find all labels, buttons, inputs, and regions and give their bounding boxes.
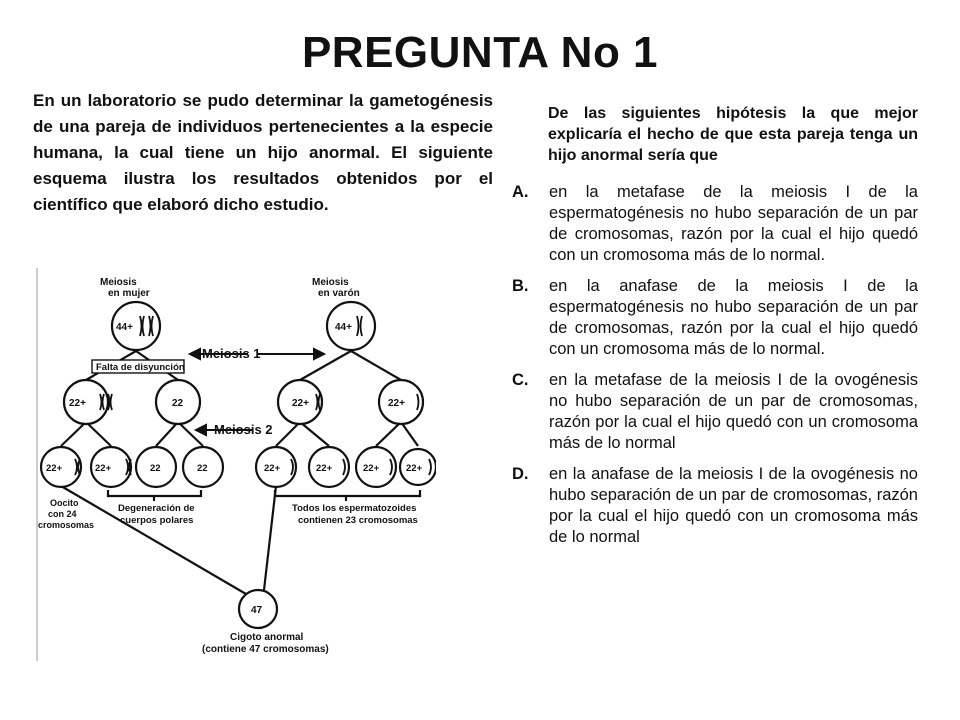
option-text: en la metafase de la meiosis I de la espermatogénesis no hubo separación de un par de cromosomas, razón por la cual el hijo quedó con un cromosoma más de lo normal.	[549, 183, 918, 264]
intro-paragraph: En un laboratorio se pudo determinar la gametogénesis de una pareja de individuos pertenecientes a la especie humana, la cual tiene un hijo anormal. El siguiente esquema ilustra los resultados obtenidos por el científico que elaboró dicho estudio.	[33, 91, 493, 214]
meiosis-diagram	[36, 268, 436, 661]
option-c[interactable]	[512, 370, 918, 454]
cell-label-22p-d: 22+	[46, 463, 63, 474]
cell-label-22p-g: 22+	[316, 463, 333, 474]
cell-label-22-c: 22	[197, 463, 208, 474]
label-meiosis-mujer-line1: Meiosis	[100, 277, 137, 288]
question-stem: De las siguientes hipótesis la que mejor explicaría el hecho de que esta pareja tenga un hijo anormal sería que	[548, 105, 918, 164]
label-degeneracion-line1: Degeneración de	[118, 503, 195, 514]
label-degeneracion-line2: cuerpos polares	[120, 515, 194, 526]
label-meiosis-1: Meiosis 1	[202, 346, 261, 361]
page-title: PREGUNTA No 1	[301, 28, 659, 77]
cell-label-22p-h: 22+	[363, 463, 380, 474]
label-meiosis-varon-line1: Meiosis	[312, 277, 349, 288]
option-a[interactable]	[512, 182, 918, 266]
cell-label-22-b: 22	[150, 463, 161, 474]
answer-options	[512, 182, 918, 558]
cell-label-22p-a: 22+	[69, 398, 86, 409]
option-letter: C.	[512, 371, 529, 389]
zygote-label-47: 47	[251, 605, 263, 616]
label-meiosis-mujer-line2: en mujer	[108, 288, 150, 299]
cell-label-22p-b: 22+	[292, 398, 309, 409]
option-text: en la metafase de la meiosis I de la ovogénesis no hubo separación de un par de cromosomas, razón por la cual el hijo quedó con un cromosoma más de lo normal	[549, 371, 918, 452]
option-text: en la anafase de la meiosis I de la espermatogénesis no hubo separación de un par de cromosomas, razón por la cual el hijo quedó con un cromosoma más de lo normal.	[549, 277, 918, 358]
cell-label-22p-c: 22+	[388, 398, 405, 409]
label-meiosis-varon-line2: en varón	[318, 288, 360, 299]
label-espermatozoides-line2: contienen 23 cromosomas	[298, 515, 418, 526]
option-b[interactable]	[512, 276, 918, 360]
option-d[interactable]	[512, 464, 918, 548]
option-letter: A.	[512, 183, 529, 201]
meiosis-diagram-svg	[36, 268, 436, 661]
cell-label-22p-i: 22+	[406, 463, 423, 474]
label-oocito-line3: cromosomas	[38, 520, 95, 530]
label-falta-disyuncion: Falta de disyunción	[96, 362, 185, 373]
option-letter: D.	[512, 465, 529, 483]
option-text: en la anafase de la meiosis I de la ovogénesis no hubo separación de un par de cromosomas, razón por la cual el hijo quedó con un cromosoma más de lo normal	[549, 465, 918, 546]
label-meiosis-2: Meiosis 2	[214, 422, 273, 437]
label-oocito-line1: Oocito	[50, 498, 79, 508]
label-espermatozoides-line1: Todos los espermatozoides	[292, 503, 417, 514]
cell-label-22-a: 22	[172, 398, 184, 409]
cell-label-22p-e: 22+	[95, 463, 112, 474]
cell-label-22p-f: 22+	[264, 463, 281, 474]
option-letter: B.	[512, 277, 529, 295]
cell-label-44-mujer: 44+	[116, 322, 133, 333]
cell-label-44-varon: 44+	[335, 322, 352, 333]
label-cigoto-line2: (contiene 47 cromosomas)	[202, 644, 329, 655]
label-cigoto-line1: Cigoto anormal	[230, 632, 304, 643]
label-oocito-line2: con 24	[48, 509, 77, 519]
